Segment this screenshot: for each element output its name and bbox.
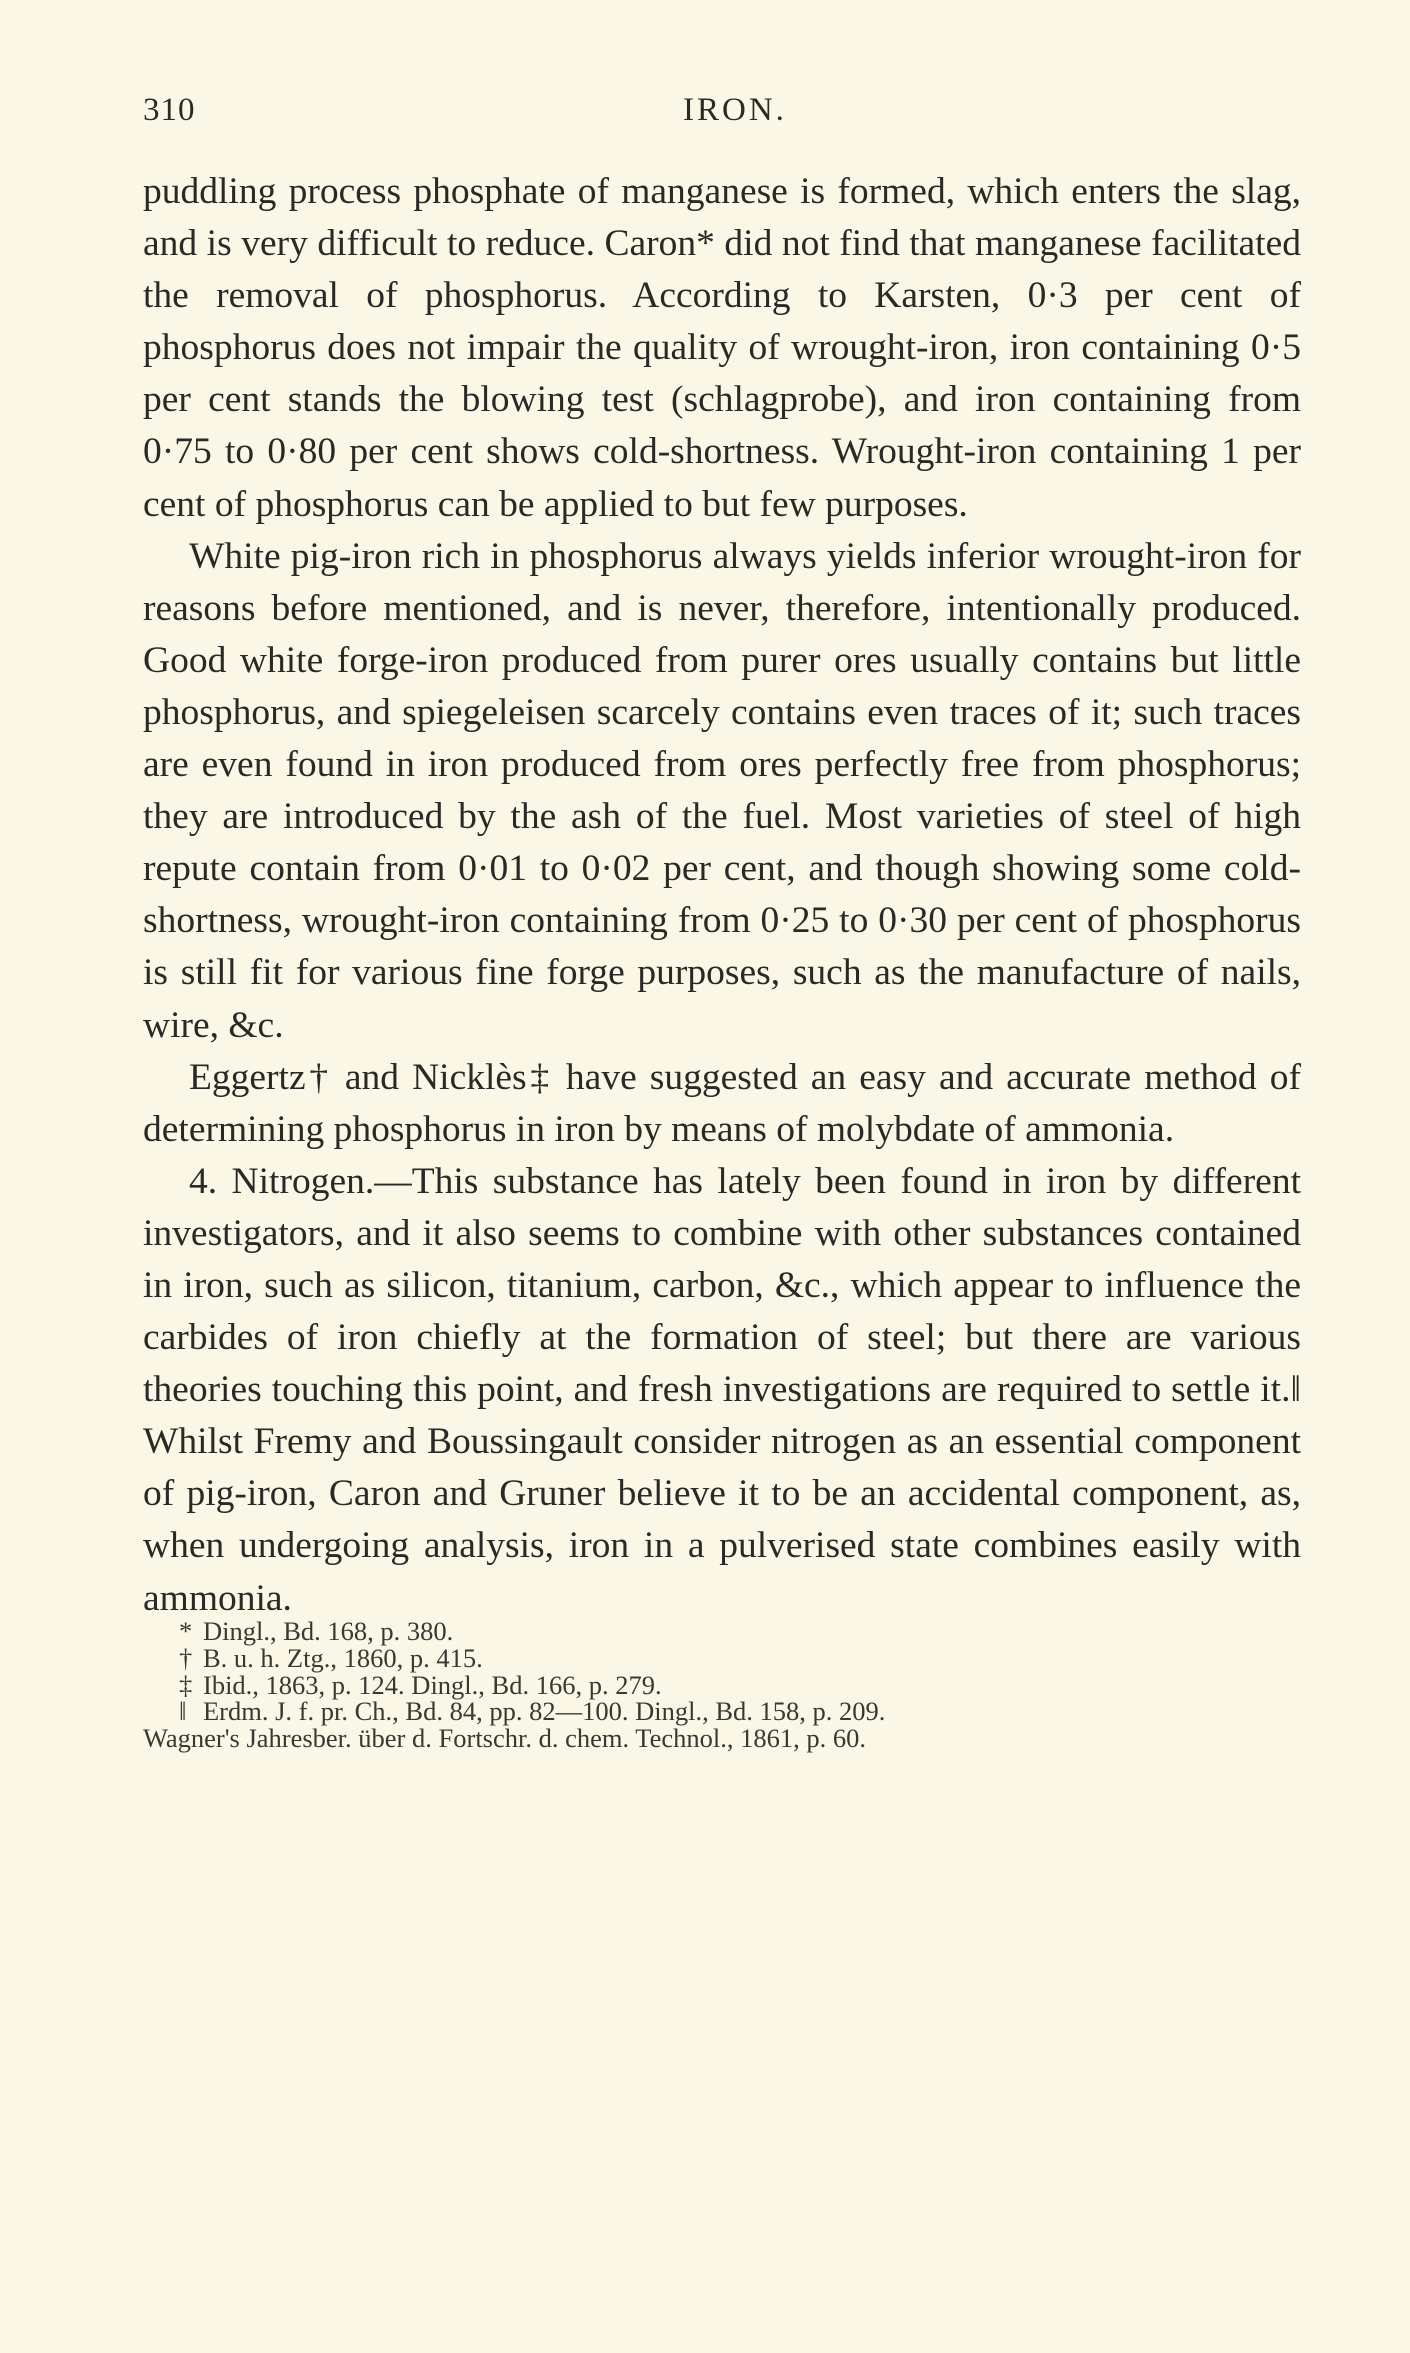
footnote [143,1642,1303,1673]
footnotes [143,1618,1303,1752]
footnote-mark: ‡ [179,1669,193,1700]
page-header [143,92,1293,132]
footnote-text: Dingl., Bd. 168, p. 380. [203,1616,454,1646]
footnote-mark: * [179,1616,193,1646]
paragraph-eggertz-nickles: Eggertz† and Nicklès‡ have suggested an easy and accurate method of determining phosphorus in iron by means of molybdate of ammonia. [143,1056,1301,1150]
paragraph-nitrogen: 4. Nitrogen.—This substance has lately been found in iron by different investigators, and it also seems to combine with other substances contained in iron, such as silicon, titanium, carbon, &c., which appear to influence the carbides of iron chiefly at the formation of steel; but there are various theories touching this point, and fresh investigations are required to settle it.‖ Whilst Fremy and Boussingault consider nitrogen as an essential component of pig-iron, Caron and Gruner believe it to be an accidental component, as, when undergoing analysis, iron in a pulverised state combines easily with ammonia. [143,1160,1301,1619]
footnote [143,1698,1303,1725]
footnote [143,1618,1303,1645]
running-head: IRON. [683,92,787,128]
paragraph-white-pig-iron: White pig-iron rich in phosphorus always yields inferior wrought-iron for reasons before mentioned, and is never, therefore, intentionally produced. Good white forge-iron produced from purer ores usually contains but little phosphorus, and spiegeleisen scarcely contains even traces of it; such traces are even found in iron produced from ores perfectly free from phosphorus; they are introduced by the ash of the fuel. Most varieties of steel of high repute contain from 0·01 to 0·02 per cent, and though showing some cold-shortness, wrought-iron containing from 0·25 to 0·30 per cent of phosphorus is still fit for various fine forge purposes, such as the manufacture of nails, wire, &c. [143,535,1301,1046]
footnote-text: Erdm. J. f. pr. Ch., Bd. 84, pp. 82—100. Dingl., Bd. 158, p. 209. [203,1696,886,1727]
footnote-text: Wagner's Jahresber. über d. Fortschr. d. chem. Technol., 1861, p. 60. [143,1723,867,1754]
page-number: 310 [143,92,196,128]
footnote-mark: † [179,1642,193,1673]
footnote-mark: ‖ [179,1696,187,1727]
body-text [143,166,1301,1625]
footnote [143,1669,1303,1700]
footnote-text: B. u. h. Ztg., 1860, p. 415. [203,1642,483,1673]
paragraph-manganese-phosphorus: puddling process phosphate of manganese is formed, which enters the slag, and is very difficult to reduce. Caron* did not find that manganese facilitated the removal of phosphorus. According to Karsten, 0·3 per cent of phosphorus does not impair the quality of wrought-iron, iron containing 0·5 per cent stands the blowing test (schlagprobe), and iron containing from 0·75 to 0·80 per cent shows cold-shortness. Wrought-iron containing 1 per cent of phosphorus can be applied to but few purposes. [143,171,1301,525]
footnote-continuation [143,1725,1303,1752]
footnote-text: Ibid., 1863, p. 124. Dingl., Bd. 166, p. 279. [203,1669,662,1700]
